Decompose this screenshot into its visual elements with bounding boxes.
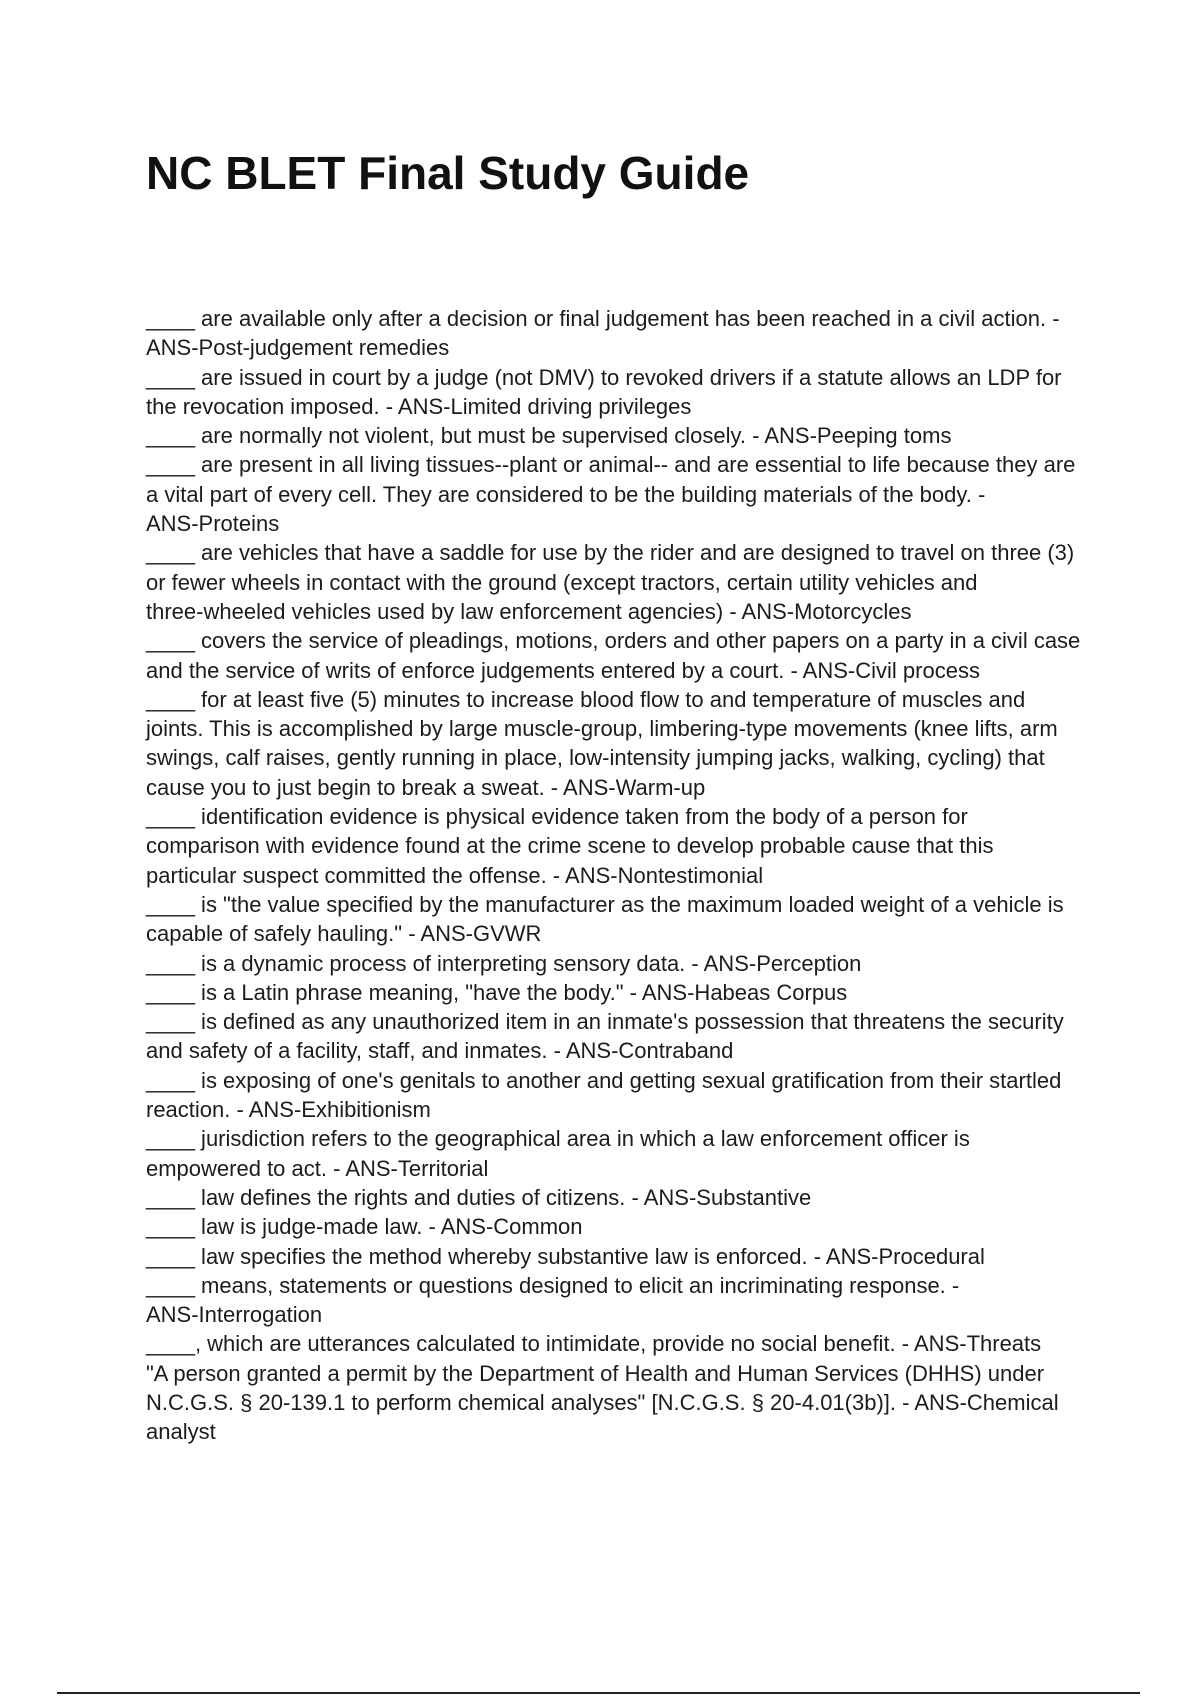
qa-entry: ____ covers the service of pleadings, motions, orders and other papers on a party in a civil case and the service of writs of enforce judgements entered by a court. - ANS-Civil process [146,628,1081,683]
qa-entry: ____ is a Latin phrase meaning, "have the body." - ANS-Habeas Corpus [146,979,848,1005]
qa-entry: ____ law specifies the method whereby substantive law is enforced. - ANS-Procedural [146,1243,985,1269]
qa-entry: ____ is "the value specified by the manufacturer as the maximum loaded weight of a vehicle is capable of safely hauling." - ANS-GVWR [146,891,1064,947]
qa-entry: ____ are available only after a decision or final judgement has been reached in a civil action. - ANS-Post-judgement remedies [146,306,1060,361]
qa-entry: ____ are issued in court by a judge (not DMV) to revoked drivers if a statute allows an LDP for the revocation imposed. - ANS-Limited driving privileges [146,364,1062,419]
footer-divider [57,1692,1140,1694]
qa-entry: ____ are vehicles that have a saddle for use by the rider and are designed to travel on three (3) or fewer wheels in contact with the ground (except tractors, certain utility vehicles and three-wheeled vehicles used by law enforcement agencies) - ANS-Motorcycles [146,540,1075,624]
qa-entry: ____ is exposing of one's genitals to another and getting sexual gratification from their startled reaction. - ANS-Exhibitionism [146,1067,1062,1123]
page-title: NC BLET Final Study Guide [146,147,750,199]
qa-entry: ____ is a dynamic process of interpreting sensory data. - ANS-Perception [146,950,862,976]
qa-entry: ____ are normally not violent, but must be supervised closely. - ANS-Peeping toms [146,423,952,449]
qa-entry: ____ jurisdiction refers to the geographical area in which a law enforcement officer is empowered to act. - ANS-Territorial [146,1126,970,1181]
qa-entry: "A person granted a permit by the Department of Health and Human Services (DHHS) under N.C.G.S. § 20-139.1 to perform chemical analyses" [N.C.G.S. § 20-4.01(3b)]. - ANS-Chemical analyst [146,1360,1059,1445]
qa-entry: ____ means, statements or questions designed to elicit an incriminating response. - ANS-Interrogation [146,1272,960,1328]
qa-entry: ____, which are utterances calculated to intimidate, provide no social benefit. - ANS-Threats [146,1331,1042,1357]
qa-entry: ____ identification evidence is physical evidence taken from the body of a person for comparison with evidence found at the crime scene to develop probable cause that this particular suspect committed the offense. - ANS-Nontestimonial [146,804,994,888]
qa-entry: ____ is defined as any unauthorized item in an inmate's possession that threatens the security and safety of a facility, staff, and inmates. - ANS-Contraband [146,1009,1064,1064]
qa-entry: ____ law defines the rights and duties of citizens. - ANS-Substantive [146,1184,812,1210]
qa-entry: ____ are present in all living tissues--plant or animal-- and are essential to life because they are a vital part of every cell. They are considered to be the building materials of the body. - ANS-Proteins [146,452,1076,537]
study-guide-entries [146,304,1166,1447]
qa-entry: ____ for at least five (5) minutes to increase blood flow to and temperature of muscles and joints. This is accomplished by large muscle-group, limbering-type movements (knee lifts, arm swings, calf raises, gently running in place, low-intensity jumping jacks, walking, cycling) that cause you to just begin to break a sweat. - ANS-Warm-up [146,686,1058,800]
qa-entry: ____ law is judge-made law. - ANS-Common [146,1214,583,1240]
